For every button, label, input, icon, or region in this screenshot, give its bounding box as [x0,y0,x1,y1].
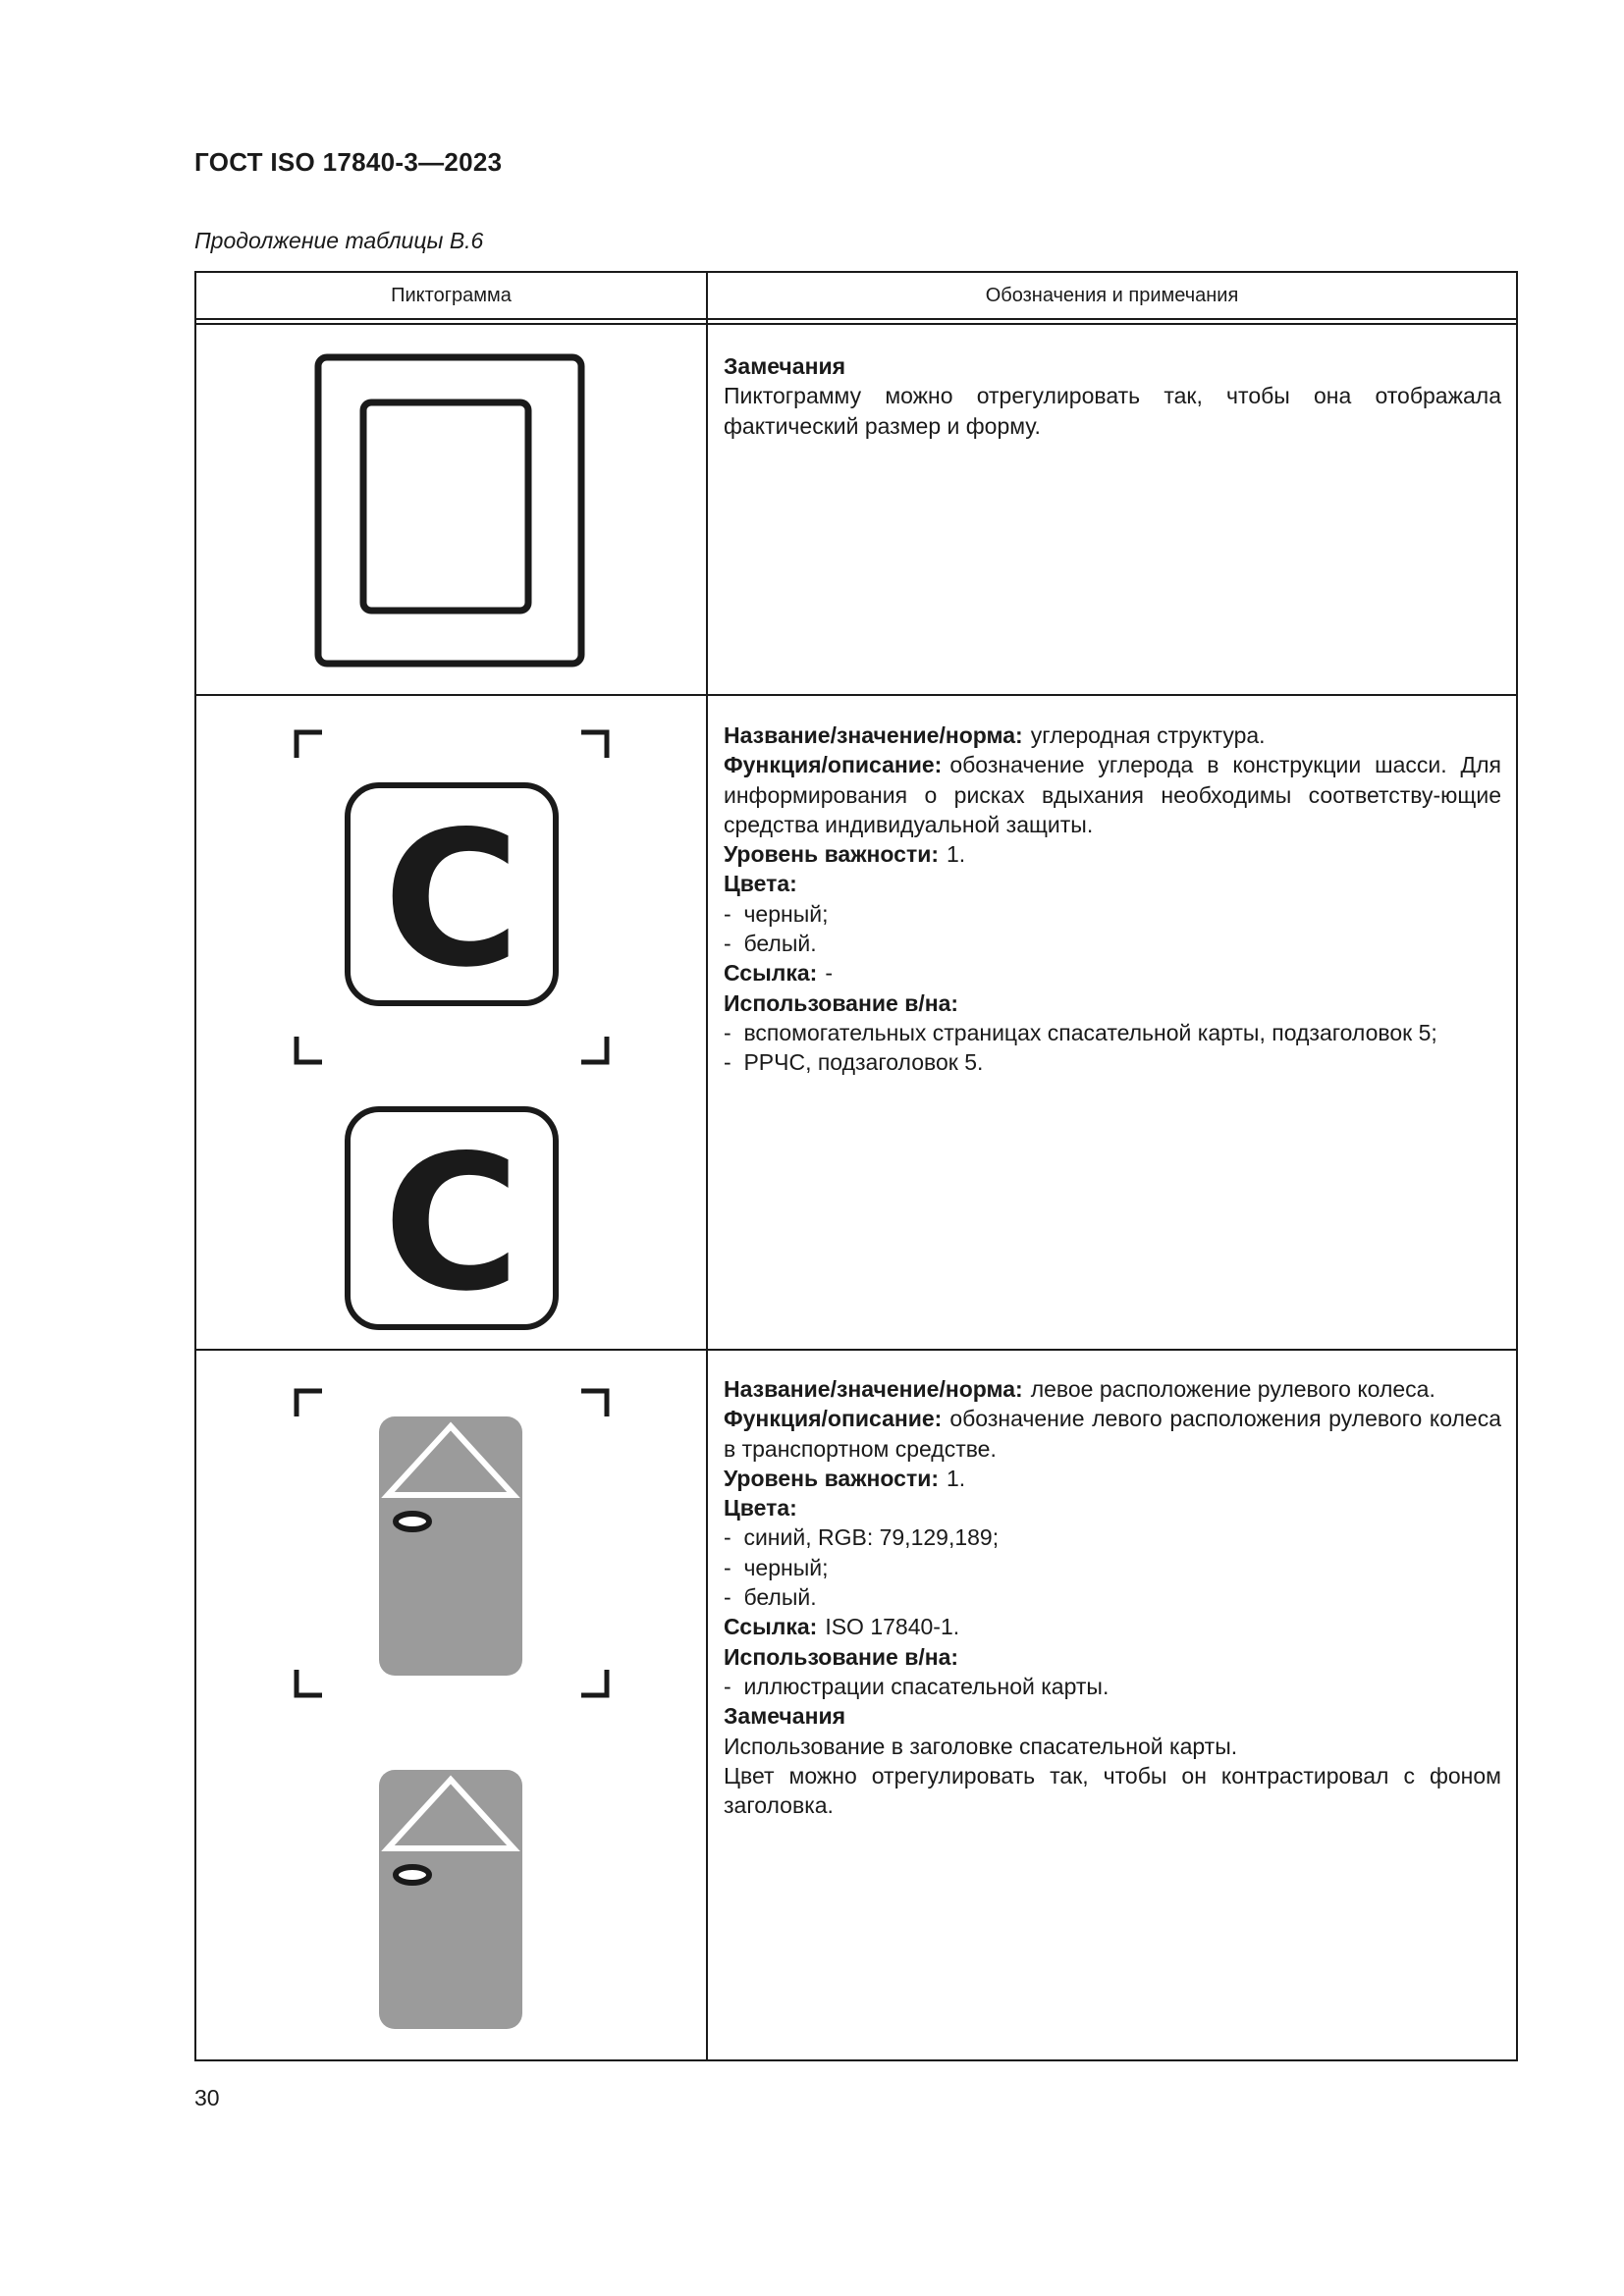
color-item: - белый. [724,929,1501,958]
carbon-pictogram [342,1103,564,1335]
row3-notes [724,1374,1501,1820]
remarks-line: Использование в заголовке спасательной карты. [724,1733,1238,1759]
importance-line [724,1464,1501,1493]
reference-label: Ссылка: [724,960,818,987]
corner-mark-bottom-left [297,1670,322,1695]
name-value: углеродная структура. [1030,722,1266,748]
vehicle-body [379,1770,522,2029]
corner-mark-top-right [581,732,607,758]
corner-mark-top-left [297,1391,322,1416]
header-divider-second [196,323,1516,325]
function-value: обозначение левого расположения рулевого колеса в транспортном средстве. [724,1406,1501,1462]
importance-label: Уровень важности: [724,841,940,868]
corner-mark-top-left [297,732,322,758]
corner-mark-top-right [581,1391,607,1416]
remarks-title: Замечания [724,353,846,379]
usage-item: - иллюстрации спасательной карты. [724,1672,1501,1701]
carbon-letter: C [383,791,520,1008]
corner-mark-bottom-left [297,1037,322,1062]
color-item: - синий, RGB: 79,129,189; [724,1522,1501,1552]
function-label: Функция/описание: [724,752,943,778]
corner-mark-bottom-right [581,1670,607,1695]
column-header-pictogram: Пиктограмма [391,284,512,306]
row-divider [196,1349,1516,1351]
function-value: обозначение углерода в конструкции шасси. Для информирования о рисках вдыхания необходимы соответству-ющие средства индивидуальной защиты. [724,752,1501,837]
row1-notes [724,351,1501,441]
name-value: левое расположение рулевого колеса. [1030,1376,1435,1402]
name-label: Название/значение/норма: [724,1376,1023,1402]
reference-label: Ссылка: [724,1614,818,1640]
column-divider [706,273,708,2059]
left-steering-pictogram [379,1770,522,2029]
vehicle-body [379,1416,522,1676]
function-label: Функция/описание: [724,1406,943,1432]
page-number: 30 [194,2085,220,2110]
inner-frame [363,402,528,611]
importance-value: 1. [947,1465,966,1491]
reference-line [724,1612,1501,1641]
carbon-letter: C [383,1115,520,1332]
reference-line [724,958,1501,988]
reference-value: - [825,960,833,987]
usage-label: Использование в/на: [724,1643,959,1670]
importance-value: 1. [947,841,966,868]
table-caption: Продолжение таблицы В.6 [194,228,484,253]
document-header: ГОСТ ISO 17840-3—2023 [194,147,503,177]
name-line [724,1374,1501,1404]
colors-label: Цвета: [724,871,797,897]
frame-pictogram [314,353,589,667]
steering-wheel-icon [396,1867,429,1883]
remarks-line: Цвет можно отрегулировать так, чтобы он контрастировал с фоном заголовка. [724,1762,1501,1819]
usage-item: - РРЧС, подзаголовок 5. [724,1047,1501,1077]
usage-item: - вспомогательных страницах спасательной карты, подзаголовок 5; [724,1018,1501,1047]
importance-label: Уровень важности: [724,1465,940,1491]
column-header-notes: Обозначения и примечания [985,284,1239,306]
function-line [724,1404,1501,1464]
row2-notes [724,721,1501,1078]
left-steering-pictogram-with-corners [293,1387,611,1701]
name-label: Название/значение/норма: [724,722,1023,748]
steering-wheel-icon [396,1514,429,1529]
pictogram-table [194,271,1518,2061]
carbon-pictogram-with-corners [293,728,611,1072]
corner-mark-bottom-right [581,1037,607,1062]
row-divider [196,694,1516,696]
remarks-title: Замечания [724,1703,846,1730]
header-divider [196,318,1516,320]
color-item: - белый. [724,1582,1501,1612]
color-item: - черный; [724,1553,1501,1582]
function-line [724,750,1501,839]
name-line [724,721,1501,750]
usage-label: Использование в/на: [724,989,959,1016]
color-item: - черный; [724,899,1501,929]
importance-line [724,839,1501,869]
remarks-text: Пиктограмму можно отрегулировать так, чтобы она отображала фактический размер и форму. [724,383,1501,439]
colors-label: Цвета: [724,1495,797,1522]
reference-value: ISO 17840-1. [825,1614,960,1640]
